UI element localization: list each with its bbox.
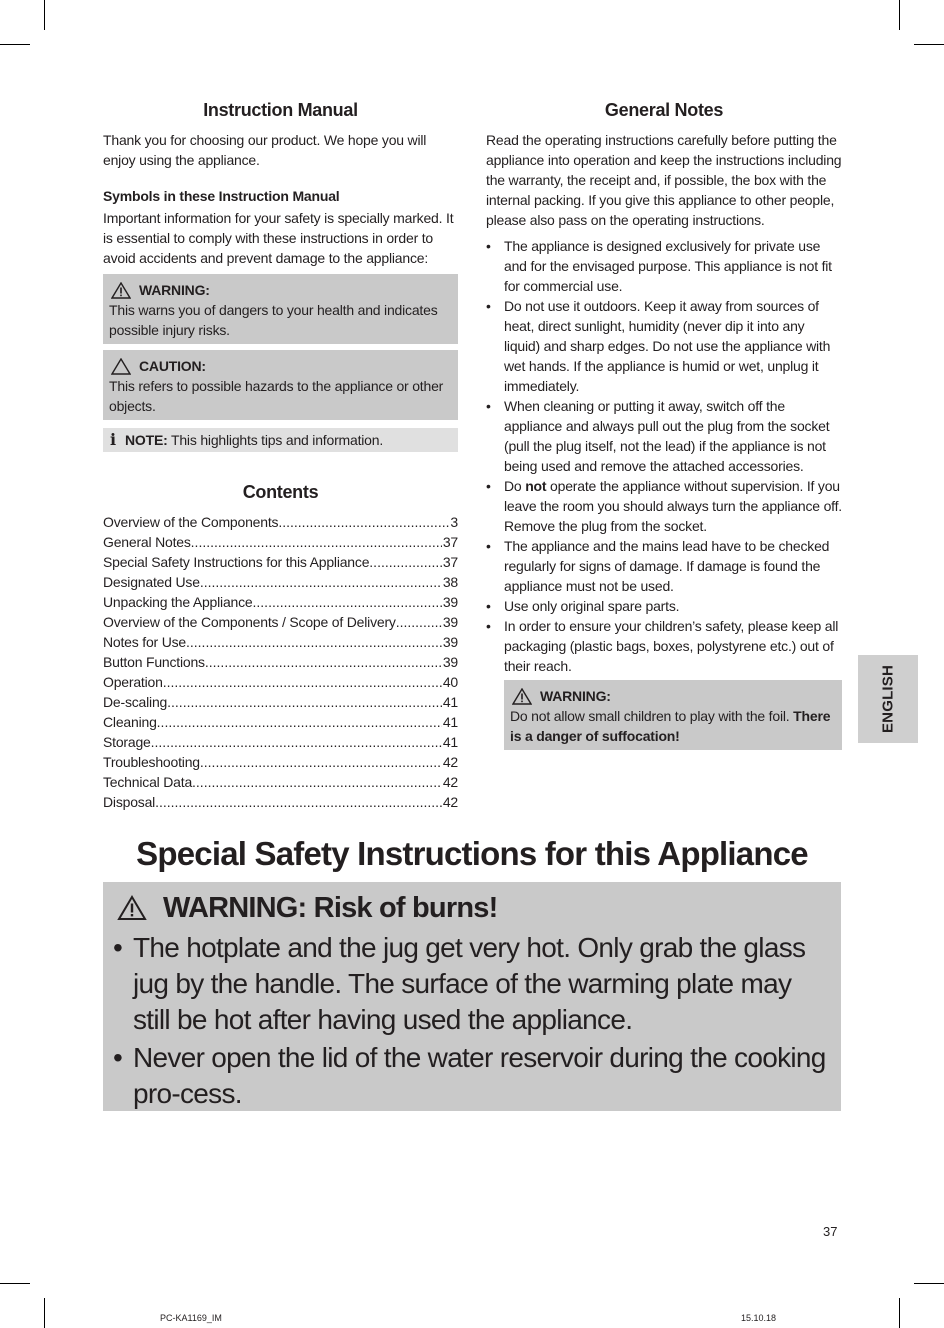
note-label: NOTE:: [125, 432, 168, 448]
right-column: [486, 98, 842, 750]
footer-document-code: PC-KA1169_IM: [160, 1313, 222, 1323]
toc-item[interactable]: Technical Data ..... 42: [103, 772, 458, 792]
toc-item[interactable]: Operation ..... 40: [103, 672, 458, 692]
crop-mark: [44, 1298, 45, 1328]
burn-warning-box: [103, 882, 841, 1111]
note-text: This highlights tips and information.: [167, 432, 384, 448]
contents-heading: Contents: [242, 482, 319, 502]
toc-item[interactable]: De-scaling ..... 41: [103, 692, 458, 712]
warning-triangle-icon: [512, 688, 532, 705]
crop-mark: [44, 0, 45, 30]
list-item: • Never open the lid of the water reservoir during the cooking pro-cess.: [113, 1040, 829, 1112]
list-item: • In order to ensure your children’s safety, please keep all packaging (plastic bags, boxes, polystyrene etc.) out of their reach.: [486, 616, 842, 676]
warning-triangle-icon: [111, 282, 131, 299]
crop-mark: [914, 1283, 944, 1284]
toc-item[interactable]: Disposal ..... 42: [103, 792, 458, 812]
toc-item[interactable]: Button Functions ..... 39: [103, 652, 458, 672]
note-box: [103, 428, 458, 452]
toc-item[interactable]: Designated Use ..... 38: [103, 572, 458, 592]
warning-text: This warns you of dangers to your health and indicates possible injury risks.: [109, 302, 438, 338]
special-safety-title: Special Safety Instructions for this Appliance: [136, 835, 808, 872]
burn-warning-list: [113, 930, 829, 1114]
caution-box: [103, 350, 458, 420]
symbols-text: Important information for your safety is specially marked. It is essential to comply with these instructions in order to avoid accidents and prevent damage to the appliance:: [103, 210, 454, 266]
list-item: • When cleaning or putting it away, switch off the appliance and always pull out the plug from the socket (pull the plug itself, not the lead) if the appliance is not being used and remove the attached accessories.: [486, 396, 842, 476]
intro-text: Thank you for choosing our product. We hope you will enjoy using the appliance.: [103, 132, 427, 168]
general-notes-list: [486, 236, 842, 676]
foil-warning-box: [504, 680, 842, 750]
info-icon: i: [110, 430, 116, 449]
toc-item[interactable]: Special Safety Instructions for this Appliance ..... 37: [103, 552, 458, 572]
list-item: • The appliance and the mains lead have to be checked regularly for signs of damage. If damage is found the appliance must not be used.: [486, 536, 842, 596]
crop-mark: [899, 1298, 900, 1328]
crop-mark: [0, 1283, 30, 1284]
toc-item[interactable]: Troubleshooting ..... 42: [103, 752, 458, 772]
footer-date: 15.10.18: [741, 1313, 777, 1323]
crop-mark: [914, 44, 944, 45]
list-item: • Do not use it outdoors. Keep it away from sources of heat, direct sunlight, humidity (never dip it into any liquid) and sharp edges. Do not use the appliance with wet hands. If the appliance is humid or wet, unplug it immediately.: [486, 296, 842, 396]
general-notes-heading: General Notes: [604, 100, 724, 120]
warning-box: [103, 274, 458, 344]
caution-text: This refers to possible hazards to the appliance or other objects.: [109, 378, 444, 414]
page-number: 37: [823, 1224, 838, 1239]
toc-item[interactable]: Storage ..... 41: [103, 732, 458, 752]
toc-item[interactable]: Overview of the Components / Scope of Delivery ..... 39: [103, 612, 458, 632]
warning-text: Do not allow small children to play with the foil.: [510, 708, 794, 724]
toc-item[interactable]: Notes for Use ..... 39: [103, 632, 458, 652]
list-item: • The hotplate and the jug get very hot. Only grab the glass jug by the handle. The surface of the warming plate may still be hot after having used the appliance.: [113, 930, 829, 1038]
symbols-heading: Symbols in these Instruction Manual: [103, 188, 340, 204]
general-notes-intro: Read the operating instructions carefully before putting the appliance into operation and keep the instructions including the warranty, the receipt and, if possible, the box with the internal packing. If you give this appliance to other people, please also pass on the operating instructions.: [486, 132, 842, 228]
list-item: • Use only original spare parts.: [486, 596, 842, 616]
crop-mark: [0, 44, 30, 45]
warning-label: WARNING:: [540, 688, 611, 704]
instruction-manual-heading: Instruction Manual: [203, 100, 358, 120]
left-column: [103, 98, 458, 812]
crop-mark: [899, 0, 900, 30]
caution-triangle-icon: [111, 358, 131, 375]
toc-item[interactable]: General Notes ..... 37: [103, 532, 458, 552]
list-item: • Do not operate the appliance without supervision. If you leave the room you should always turn the appliance off. Remove the plug from the socket.: [486, 476, 842, 536]
list-item: • The appliance is designed exclusively for private use and for the envisaged purpose. This appliance is not fit for commercial use.: [486, 236, 842, 296]
language-tab: [858, 655, 918, 743]
toc-item[interactable]: Overview of the Components ..... 3: [103, 512, 458, 532]
warning-bold-text: There is a danger of suffocation!: [510, 708, 831, 744]
contents-list: [103, 512, 458, 812]
warning-label: WARNING:: [139, 282, 210, 298]
burn-warning-title: WARNING: Risk of burns!: [163, 892, 498, 924]
warning-triangle-icon: [117, 895, 147, 921]
caution-label: CAUTION:: [139, 358, 206, 374]
language-label: ENGLISH: [879, 664, 897, 734]
toc-item[interactable]: Unpacking the Appliance ..... 39: [103, 592, 458, 612]
toc-item[interactable]: Cleaning ..... 41: [103, 712, 458, 732]
